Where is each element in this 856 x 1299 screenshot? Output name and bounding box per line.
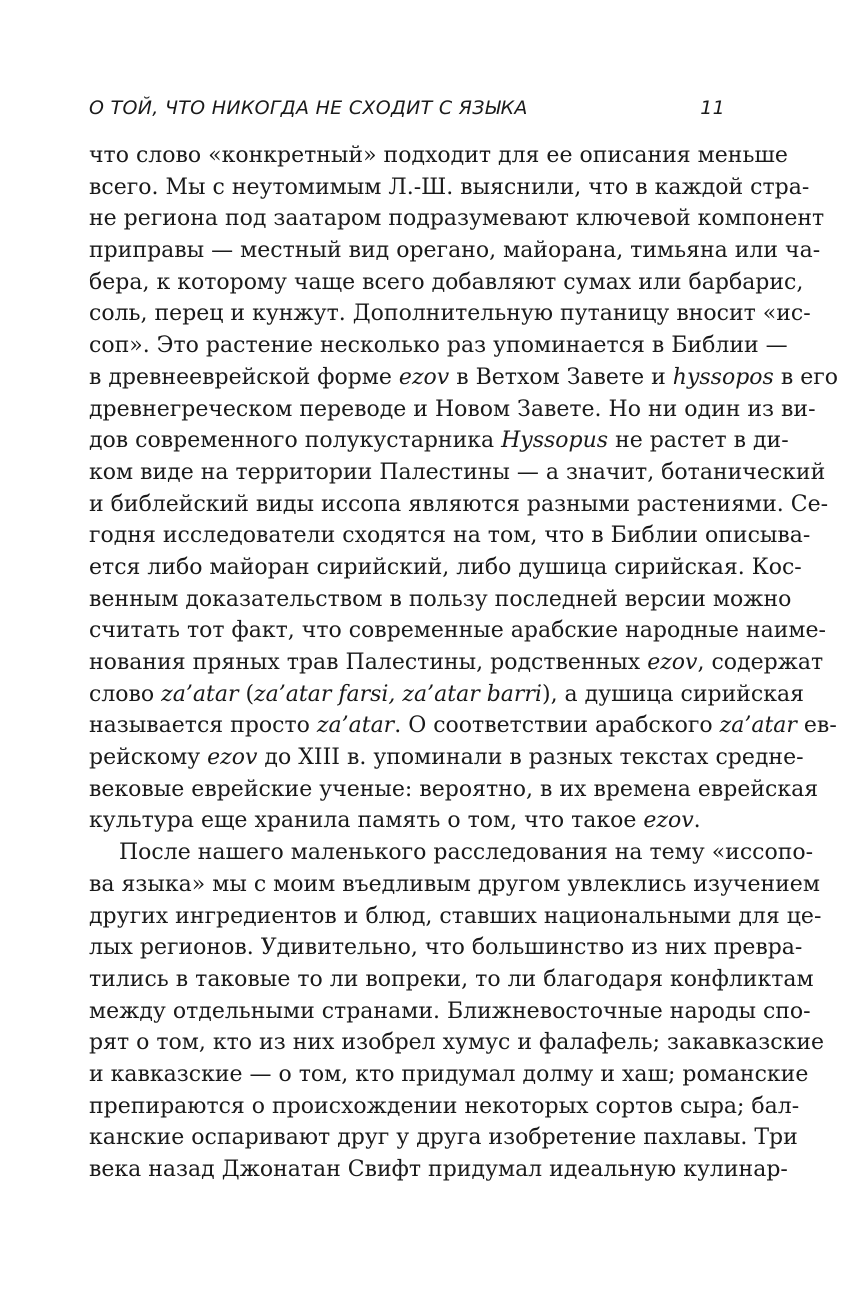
- text-line: [89, 330, 788, 362]
- text-line: [89, 901, 822, 933]
- text-line: [89, 520, 811, 552]
- page-number: 11: [700, 97, 725, 119]
- text-segment: в его: [773, 364, 838, 390]
- text-segment: соль, перец и кунжут. Дополнительную путаницу вносит «ис-: [89, 301, 811, 327]
- text-line: [89, 774, 819, 806]
- text-line: [89, 457, 826, 489]
- text-segment: ев-: [796, 713, 837, 739]
- text-segment: .: [693, 808, 701, 834]
- text-line: [89, 647, 824, 679]
- text-segment: рейскому: [89, 745, 208, 771]
- text-line: [89, 996, 811, 1028]
- text-segment: других ингредиентов и блюд, ставших национальными для це-: [89, 903, 822, 929]
- text-segment: бера, к которому чаще всего добавляют сумах или барбарис,: [89, 269, 804, 295]
- text-line: [89, 362, 838, 394]
- text-segment: ется либо майоран сирийский, либо душица сирийская. Кос-: [89, 554, 802, 580]
- text-line: [89, 1091, 800, 1123]
- text-line: [89, 1122, 798, 1154]
- text-line: [89, 298, 811, 330]
- text-segment: канские оспаривают друг у друга изобретение пахлавы. Три: [89, 1125, 798, 1151]
- italic-term: ezov: [643, 808, 694, 834]
- text-line: [89, 837, 814, 869]
- text-segment: дов современного полукустарника: [89, 428, 502, 454]
- italic-term: za’atar: [161, 681, 239, 707]
- text-line: [89, 235, 821, 267]
- text-segment: лых регионов. Удивительно, что большинство из них превра-: [89, 935, 803, 961]
- italic-term: za’atar farsi, za’atar barri: [254, 681, 542, 707]
- text-segment: древнегреческом переводе и Новом Завете. Но ни один из ви-: [89, 396, 816, 422]
- text-segment: считать тот факт, что современные арабские народные наиме-: [89, 618, 826, 644]
- text-segment: и библейский виды иссопа являются разными растениями. Се-: [89, 491, 829, 517]
- text-segment: приправы — местный вид орегано, майорана, тимьяна или ча-: [89, 238, 821, 264]
- text-line: [89, 584, 792, 616]
- text-segment: рят о том, кто из них изобрел хумус и фалафель; закавказские: [89, 1030, 825, 1056]
- running-head: [89, 93, 725, 123]
- text-segment: в Ветхом Завете и: [449, 364, 673, 390]
- text-line: [89, 869, 820, 901]
- text-segment: и кавказские — о том, кто придумал долму и хаш; романские: [89, 1061, 809, 1087]
- text-line: [89, 140, 788, 172]
- text-line: [89, 394, 816, 426]
- italic-term: ezov: [398, 364, 450, 390]
- body-text: [89, 140, 838, 1186]
- italic-term: za’atar: [719, 713, 797, 739]
- text-segment: века назад Джонатан Свифт придумал идеальную кулинар-: [89, 1157, 788, 1182]
- text-segment: в древнееврейской форме: [89, 364, 399, 390]
- italic-term: ezov: [647, 650, 698, 675]
- text-line: [89, 552, 802, 584]
- text-line: [89, 425, 789, 457]
- text-segment: всего. Мы с неутомимым Л.-Ш. выяснили, что в каждой стра-: [89, 174, 810, 200]
- italic-term: hyssopos: [672, 364, 774, 390]
- text-line: [89, 1027, 825, 1059]
- italic-term: Hyssopus: [501, 428, 609, 454]
- text-segment: (: [238, 681, 255, 707]
- text-line: [89, 172, 810, 204]
- text-segment: культура еще хранила память о том, что такое: [89, 808, 644, 834]
- text-line: [89, 489, 829, 521]
- text-segment: ва языка» мы с моим въедливым другом увлеклись изучением: [89, 871, 820, 897]
- text-segment: называется просто: [89, 713, 317, 739]
- text-line: [89, 1059, 809, 1091]
- text-line: [89, 710, 837, 742]
- text-segment: тились в таковые то ли вопреки, то ли благодаря конфликтам: [89, 966, 814, 992]
- text-segment: слово: [89, 681, 162, 707]
- text-segment: между отдельными странами. Ближневосточные народы спо-: [89, 998, 811, 1024]
- text-line: [89, 679, 804, 711]
- italic-term: za’atar: [316, 713, 395, 739]
- text-segment: что слово «конкретный» подходит для ее описания меньше: [89, 143, 788, 168]
- text-segment: не растет в ди-: [608, 428, 789, 454]
- text-segment: ком виде на территории Палестины — а значит, ботанический: [89, 459, 826, 485]
- running-title: О ТОЙ, ЧТО НИКОГДА НЕ СХОДИТ С ЯЗЫКА: [89, 97, 528, 119]
- text-segment: вековые еврейские ученые: вероятно, в их времена еврейская: [89, 776, 819, 802]
- text-segment: ), а душица сирийская: [541, 681, 804, 707]
- text-segment: венным доказательством в пользу последней версии можно: [89, 586, 792, 612]
- text-segment: После нашего маленького расследования на тему «иссопо-: [119, 840, 814, 866]
- text-line: [89, 615, 826, 647]
- text-segment: препираются о происхождении некоторых сортов сыра; бал-: [89, 1093, 800, 1119]
- text-line: [89, 805, 727, 837]
- text-line: [89, 267, 804, 299]
- text-segment: нования пряных трав Палестины, родственных: [89, 650, 648, 675]
- text-line: [89, 742, 804, 774]
- text-segment: до XIII в. упоминали в разных текстах средне-: [257, 745, 804, 771]
- text-line: [89, 964, 814, 996]
- text-segment: . О соответствии арабского: [394, 713, 720, 739]
- text-line: [89, 1154, 788, 1186]
- text-segment: , содержат: [697, 650, 824, 675]
- text-line: [89, 203, 825, 235]
- italic-term: ezov: [207, 745, 258, 771]
- text-segment: соп». Это растение несколько раз упоминается в Библии —: [89, 333, 788, 359]
- text-segment: не региона под заатаром подразумевают ключевой компонент: [89, 206, 825, 232]
- text-line: [89, 932, 803, 964]
- text-segment: годня исследователи сходятся на том, что в Библии описыва-: [89, 523, 811, 549]
